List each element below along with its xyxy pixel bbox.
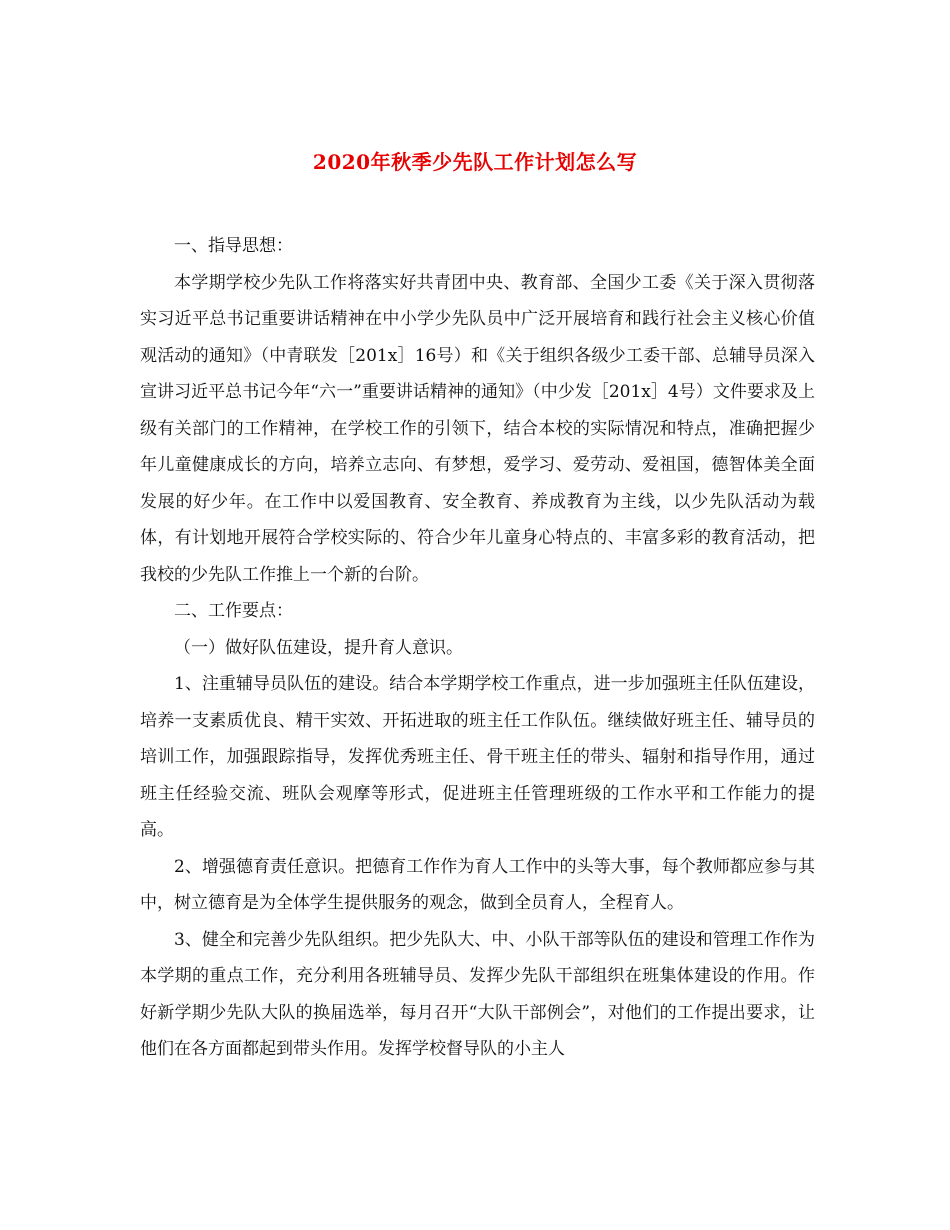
- document-title: 2020年秋季少先队工作计划怎么写: [312, 150, 638, 174]
- paragraph-item-3: 3、健全和完善少先队组织。把少先队大、中、小队干部等队伍的建设和管理工作作为本学期的重点工作，充分利用各班辅导员、发挥少先队干部组织在班集体建设的作用。作好新学期少先队大队的换届选举，每月召开“大队干部例会”，对他们的工作提出要求，让他们在各方面都起到带头作用。发挥学校督导队的小主人: [140, 929, 815, 1059]
- paragraph-item-1: 1、注重辅导员队伍的建设。结合本学期学校工作重点，进一步加强班主任队伍建设，培养一支素质优良、精干实效、开拓进取的班主任工作队伍。继续做好班主任、辅导员的培训工作，加强跟踪指导，发挥优秀班主任、骨干班主任的带头、辐射和指导作用，通过班主任经验交流、班队会观摩等形式，促进班主任管理班级的工作水平和工作能力的提高。: [140, 674, 815, 840]
- subsection-heading-team-building: （一）做好队伍建设，提升育人意识。: [174, 637, 463, 658]
- section-heading-work-points: 二、工作要点：: [174, 601, 293, 621]
- paragraph-guiding-ideology: 本学期学校少先队工作将落实好共青团中央、教育部、全国少工委《关于深入贯彻落实习近平总书记重要讲话精神在中小学少先队员中广泛开展培育和践行社会主义核心价值观活动的通知》（中青联发［201x］16号）和《关于组织各级少工委干部、总辅导员深入宣讲习近平总书记今年“六一”重要讲话精神的通知》（中少发［201x］4号）文件要求及上级有关部门的工作精神，在学校工作的引领下，结合本校的实际情况和特点，准确把握少年儿童健康成长的方向，培养立志向、有梦想，爱学习、爱劳动、爱祖国，德智体美全面发展的好少年。在工作中以爱国教育、安全教育、养成教育为主线，以少先队活动为载体，有计划地开展符合学校实际的、符合少年儿童身心特点的、丰富多彩的教育活动，把我校的少先队工作推上一个新的台阶。: [140, 272, 815, 585]
- section-heading-guiding-ideology: 一、指导思想：: [174, 236, 293, 256]
- paragraph-item-2: 2、增强德育责任意识。把德育工作作为育人工作中的头等大事，每个教师都应参与其中，树立德育是为全体学生提供服务的观念，做到全员育人，全程育人。: [140, 856, 815, 913]
- document-body: [140, 228, 815, 1068]
